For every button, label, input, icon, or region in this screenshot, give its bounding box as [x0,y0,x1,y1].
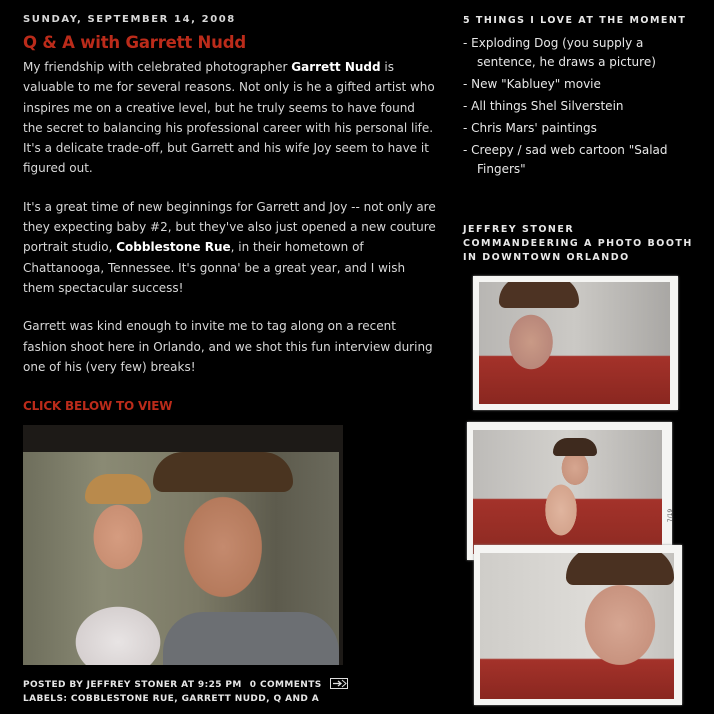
photo-booth-title-line-2: COMMANDEERING A PHOTO BOOTH [463,238,693,249]
post-labels: LABELS: COBBLESTONE RUE, GARRETT NUDD, Q AND A [23,694,320,704]
things-i-love-title: 5 THINGS I LOVE AT THE MOMENT [463,15,687,26]
p2-text-b: , in their hometown of Chattanooga, Tennessee. It's gonna' be a great year, and I wish them spectacular success! [23,240,406,295]
paragraph-1 [23,57,438,179]
garrett-nudd-name: Garrett Nudd [291,60,381,74]
list-item: - Chris Mars' paintings [463,121,597,135]
click-below-link[interactable]: CLICK BELOW TO VIEW [23,399,173,414]
photo-booth-image-3 [480,553,674,699]
thumbnail-figure-hair-2 [85,474,151,504]
post-body [23,57,438,414]
paragraph-2 [23,197,438,298]
photo-booth-title [463,223,703,265]
p1-text-b: is valuable to me for several reasons. Not only is he a gifted artist who inspires me on a creative level, but he truly seems to have found the secret to balancing his professional career with his personal life. It's a delicate trade-off, but Garrett and his wife Joy seem to have it figured out. [23,60,435,176]
cobblestone-rue-name: Cobblestone Rue [116,240,231,255]
post-footer-line-1 [23,678,438,692]
list-item: - New "Kabluey" movie [463,77,601,91]
video-thumbnail[interactable] [23,452,339,665]
list-item: - Exploding Dog (you supply a sentence, he draws a picture) [463,36,656,69]
thumbnail-figure-shirt [163,612,339,665]
sidebar [463,0,703,182]
label-link[interactable]: Q AND A [273,694,320,704]
list-item: - All things Shel Silverstein [463,99,624,113]
posted-by[interactable]: POSTED BY JEFFREY STONER AT 9:25 PM [23,680,242,690]
label-link[interactable]: COBBLESTONE RUE [70,694,175,704]
main-column [23,0,438,414]
labels-prefix: LABELS: [23,694,68,704]
list-item: - Creepy / sad web cartoon "Salad Fingers" [463,143,668,176]
photo-booth-frame-1[interactable] [473,276,678,410]
paragraph-3: Garrett was kind enough to invite me to tag along on a recent fashion shoot here in Orlando, and we shot this fun interview during one of his (very few) breaks! [23,319,433,374]
photo-booth-title-line-3: IN DOWNTOWN ORLANDO [463,252,630,263]
photo-booth-frame-2[interactable] [467,422,675,560]
date-header: SUNDAY, SEPTEMBER 14, 2008 [23,14,236,25]
post-title[interactable]: Q & A with Garrett Nudd [23,33,246,52]
label-link[interactable]: GARRETT NUDD [181,694,267,704]
photo-booth-title-line-1: JEFFREY STONER [463,224,575,235]
p1-text-a: My friendship with celebrated photographer [23,60,292,74]
photo-booth-frame-3[interactable] [474,545,682,705]
p2-text-a: It's a great time of new beginnings for Garrett and Joy -- not only are they expecting baby #2, but they've also just opened a new couture portrait studio, [23,199,436,255]
things-list [463,34,703,179]
photo-booth-image-2 [473,430,662,554]
video-player[interactable] [23,425,343,665]
email-post-icon[interactable] [330,678,348,689]
photo-booth-image-1 [479,282,670,404]
thumbnail-figure-hair [153,452,293,492]
post-footer [23,678,438,706]
photo-booth-code: 7/19 [667,508,675,523]
comments-link[interactable]: 0 COMMENTS [249,680,322,690]
